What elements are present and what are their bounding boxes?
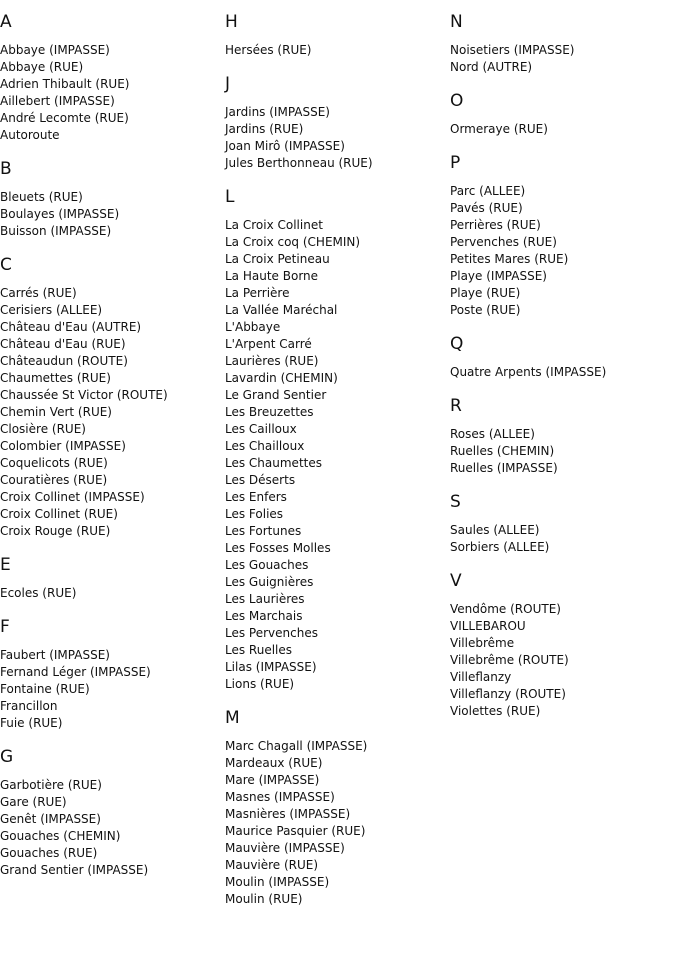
street-link[interactable]: Ormeraye (RUE) <box>450 122 548 136</box>
letter-section <box>450 152 675 319</box>
street-link[interactable]: La Croix Petineau <box>225 252 330 266</box>
index-column-2 <box>225 11 450 922</box>
street-link[interactable]: Grand Sentier (IMPASSE) <box>0 863 149 877</box>
section-letter-heading: Q <box>450 334 464 354</box>
street-link[interactable]: Les Gouaches <box>225 558 309 572</box>
street-link[interactable]: Les Laurières <box>225 592 305 606</box>
street-link[interactable]: Francillon <box>0 699 58 713</box>
street-link[interactable]: Villeflanzy (ROUTE) <box>450 687 566 701</box>
street-link[interactable]: Joan Mirô (IMPASSE) <box>225 139 345 153</box>
section-letter-heading: B <box>0 159 12 179</box>
street-link[interactable]: Quatre Arpents (IMPASSE) <box>450 365 607 379</box>
street-link[interactable]: Roses (ALLEE) <box>450 427 535 441</box>
index-column-1 <box>0 11 225 893</box>
letter-section <box>450 395 675 477</box>
street-link[interactable]: Carrés (RUE) <box>0 286 77 300</box>
street-link[interactable]: Autoroute <box>0 128 60 142</box>
section-letter-heading: G <box>0 747 14 767</box>
section-letter-heading: E <box>0 555 11 575</box>
letter-section <box>450 90 675 138</box>
street-link[interactable]: Abbaye (IMPASSE) <box>0 43 110 57</box>
street-link[interactable]: Mardeaux (RUE) <box>225 756 323 770</box>
letter-section <box>450 333 675 381</box>
street-link[interactable]: Gouaches (RUE) <box>0 846 98 860</box>
street-link[interactable]: Ruelles (IMPASSE) <box>450 461 558 475</box>
street-link[interactable]: Pervenches (RUE) <box>450 235 557 249</box>
street-link[interactable]: Cerisiers (ALLEE) <box>0 303 103 317</box>
street-link[interactable]: Les Pervenches <box>225 626 318 640</box>
street-link[interactable]: Adrien Thibault (RUE) <box>0 77 130 91</box>
street-link[interactable]: Boulayes (IMPASSE) <box>0 207 120 221</box>
street-link[interactable]: Les Guignières <box>225 575 314 589</box>
street-link[interactable]: Fuie (RUE) <box>0 716 63 730</box>
letter-section <box>0 254 225 540</box>
street-link[interactable]: Gare (RUE) <box>0 795 67 809</box>
letter-section <box>225 11 450 59</box>
letter-section <box>450 491 675 556</box>
street-link[interactable]: Villebrême (ROUTE) <box>450 653 569 667</box>
street-link[interactable]: Châteaudun (ROUTE) <box>0 354 128 368</box>
index-column-3 <box>450 11 675 734</box>
street-link[interactable]: Croix Collinet (IMPASSE) <box>0 490 145 504</box>
street-link[interactable]: Fernand Léger (IMPASSE) <box>0 665 151 679</box>
letter-section <box>0 616 225 732</box>
street-link[interactable]: Les Enfers <box>225 490 287 504</box>
street-link[interactable]: Vendôme (ROUTE) <box>450 602 561 616</box>
street-link[interactable]: Les Fortunes <box>225 524 302 538</box>
street-link[interactable]: Jardins (IMPASSE) <box>225 105 330 119</box>
street-link[interactable]: VILLEBAROU <box>450 619 526 633</box>
street-link[interactable]: Masnières (IMPASSE) <box>225 807 351 821</box>
section-letter-heading: V <box>450 571 462 591</box>
street-link[interactable]: Moulin (IMPASSE) <box>225 875 330 889</box>
street-link[interactable]: Fontaine (RUE) <box>0 682 90 696</box>
street-link[interactable]: Buisson (IMPASSE) <box>0 224 112 238</box>
section-letter-heading: J <box>225 74 231 94</box>
section-letter-heading: A <box>0 12 12 32</box>
section-letter-heading: O <box>450 91 464 111</box>
section-letter-heading: F <box>0 617 10 637</box>
street-link[interactable]: La Vallée Maréchal <box>225 303 338 317</box>
street-link[interactable]: L'Arpent Carré <box>225 337 312 351</box>
street-link[interactable]: Les Fosses Molles <box>225 541 331 555</box>
letter-section <box>0 158 225 240</box>
street-link[interactable]: André Lecomte (RUE) <box>0 111 129 125</box>
street-link[interactable]: Chaumettes (RUE) <box>0 371 111 385</box>
street-link[interactable]: Les Breuzettes <box>225 405 314 419</box>
street-link[interactable]: Colombier (IMPASSE) <box>0 439 126 453</box>
street-link[interactable]: Maurice Pasquier (RUE) <box>225 824 366 838</box>
street-link[interactable]: Playe (IMPASSE) <box>450 269 547 283</box>
street-link[interactable]: La Perrière <box>225 286 290 300</box>
street-link[interactable]: Lions (RUE) <box>225 677 295 691</box>
letter-section <box>225 707 450 908</box>
street-link[interactable]: Couratières (RUE) <box>0 473 108 487</box>
street-link[interactable]: Chaussée St Victor (ROUTE) <box>0 388 168 402</box>
street-link[interactable]: Jardins (RUE) <box>225 122 304 136</box>
street-link[interactable]: Genêt (IMPASSE) <box>0 812 101 826</box>
street-link[interactable]: L'Abbaye <box>225 320 281 334</box>
street-link[interactable]: La Croix coq (CHEMIN) <box>225 235 361 249</box>
street-link[interactable]: Nord (AUTRE) <box>450 60 533 74</box>
street-link[interactable]: Hersées (RUE) <box>225 43 312 57</box>
street-link[interactable]: Bleuets (RUE) <box>0 190 83 204</box>
street-link[interactable]: Le Grand Sentier <box>225 388 327 402</box>
street-link[interactable]: La Croix Collinet <box>225 218 323 232</box>
section-letter-heading: C <box>0 255 12 275</box>
street-link[interactable]: Moulin (RUE) <box>225 892 303 906</box>
street-link[interactable]: Parc (ALLEE) <box>450 184 526 198</box>
letter-section <box>450 11 675 76</box>
street-link[interactable]: Croix Collinet (RUE) <box>0 507 118 521</box>
street-link[interactable]: Garbotière (RUE) <box>0 778 102 792</box>
street-link[interactable]: Chemin Vert (RUE) <box>0 405 112 419</box>
street-link[interactable]: Château d'Eau (AUTRE) <box>0 320 142 334</box>
street-link[interactable]: Laurières (RUE) <box>225 354 319 368</box>
street-link[interactable]: Les Marchais <box>225 609 303 623</box>
street-link[interactable]: Lilas (IMPASSE) <box>225 660 317 674</box>
section-letter-heading: N <box>450 12 463 32</box>
letter-section <box>0 554 225 602</box>
street-link[interactable]: Les Chailloux <box>225 439 305 453</box>
letter-section <box>450 570 675 720</box>
street-link[interactable]: Les Folies <box>225 507 284 521</box>
street-link[interactable]: Closière (RUE) <box>0 422 86 436</box>
street-link[interactable]: Faubert (IMPASSE) <box>0 648 110 662</box>
street-link[interactable]: Playe (RUE) <box>450 286 521 300</box>
street-link[interactable]: Lavardin (CHEMIN) <box>225 371 338 385</box>
street-link[interactable]: Violettes (RUE) <box>450 704 541 718</box>
street-link[interactable]: Poste (RUE) <box>450 303 521 317</box>
street-link[interactable]: Les Déserts <box>225 473 296 487</box>
street-link[interactable]: Villeflanzy <box>450 670 512 684</box>
letter-section <box>225 73 450 172</box>
street-link[interactable]: Masnes (IMPASSE) <box>225 790 335 804</box>
section-letter-heading: M <box>225 708 240 728</box>
street-link[interactable]: Croix Rouge (RUE) <box>0 524 111 538</box>
street-link[interactable]: Noisetiers (IMPASSE) <box>450 43 575 57</box>
section-letter-heading: P <box>450 153 461 173</box>
street-link[interactable]: Pavés (RUE) <box>450 201 523 215</box>
street-link[interactable]: Les Cailloux <box>225 422 297 436</box>
street-link[interactable]: La Haute Borne <box>225 269 319 283</box>
street-link[interactable]: Ruelles (CHEMIN) <box>450 444 555 458</box>
street-link[interactable]: Ecoles (RUE) <box>0 586 77 600</box>
section-letter-heading: L <box>225 187 235 207</box>
street-link[interactable]: Marc Chagall (IMPASSE) <box>225 739 368 753</box>
street-link[interactable]: Mauvière (IMPASSE) <box>225 841 345 855</box>
street-link[interactable]: Château d'Eau (RUE) <box>0 337 126 351</box>
street-link[interactable]: Abbaye (RUE) <box>0 60 84 74</box>
street-link[interactable]: Les Chaumettes <box>225 456 322 470</box>
letter-section <box>225 186 450 693</box>
street-link[interactable]: Mare (IMPASSE) <box>225 773 320 787</box>
street-link[interactable]: Villebrême <box>450 636 515 650</box>
street-link[interactable]: Sorbiers (ALLEE) <box>450 540 550 554</box>
letter-section <box>0 746 225 879</box>
street-link[interactable]: Aillebert (IMPASSE) <box>0 94 115 108</box>
letter-section <box>0 11 225 144</box>
street-link[interactable]: Les Ruelles <box>225 643 293 657</box>
street-link[interactable]: Gouaches (CHEMIN) <box>0 829 121 843</box>
street-link[interactable]: Saules (ALLEE) <box>450 523 540 537</box>
section-letter-heading: H <box>225 12 238 32</box>
street-link[interactable]: Petites Mares (RUE) <box>450 252 569 266</box>
street-link[interactable]: Jules Berthonneau (RUE) <box>225 156 373 170</box>
street-link[interactable]: Perrières (RUE) <box>450 218 541 232</box>
section-letter-heading: R <box>450 396 462 416</box>
street-link[interactable]: Mauvière (RUE) <box>225 858 319 872</box>
street-link[interactable]: Coquelicots (RUE) <box>0 456 108 470</box>
section-letter-heading: S <box>450 492 461 512</box>
